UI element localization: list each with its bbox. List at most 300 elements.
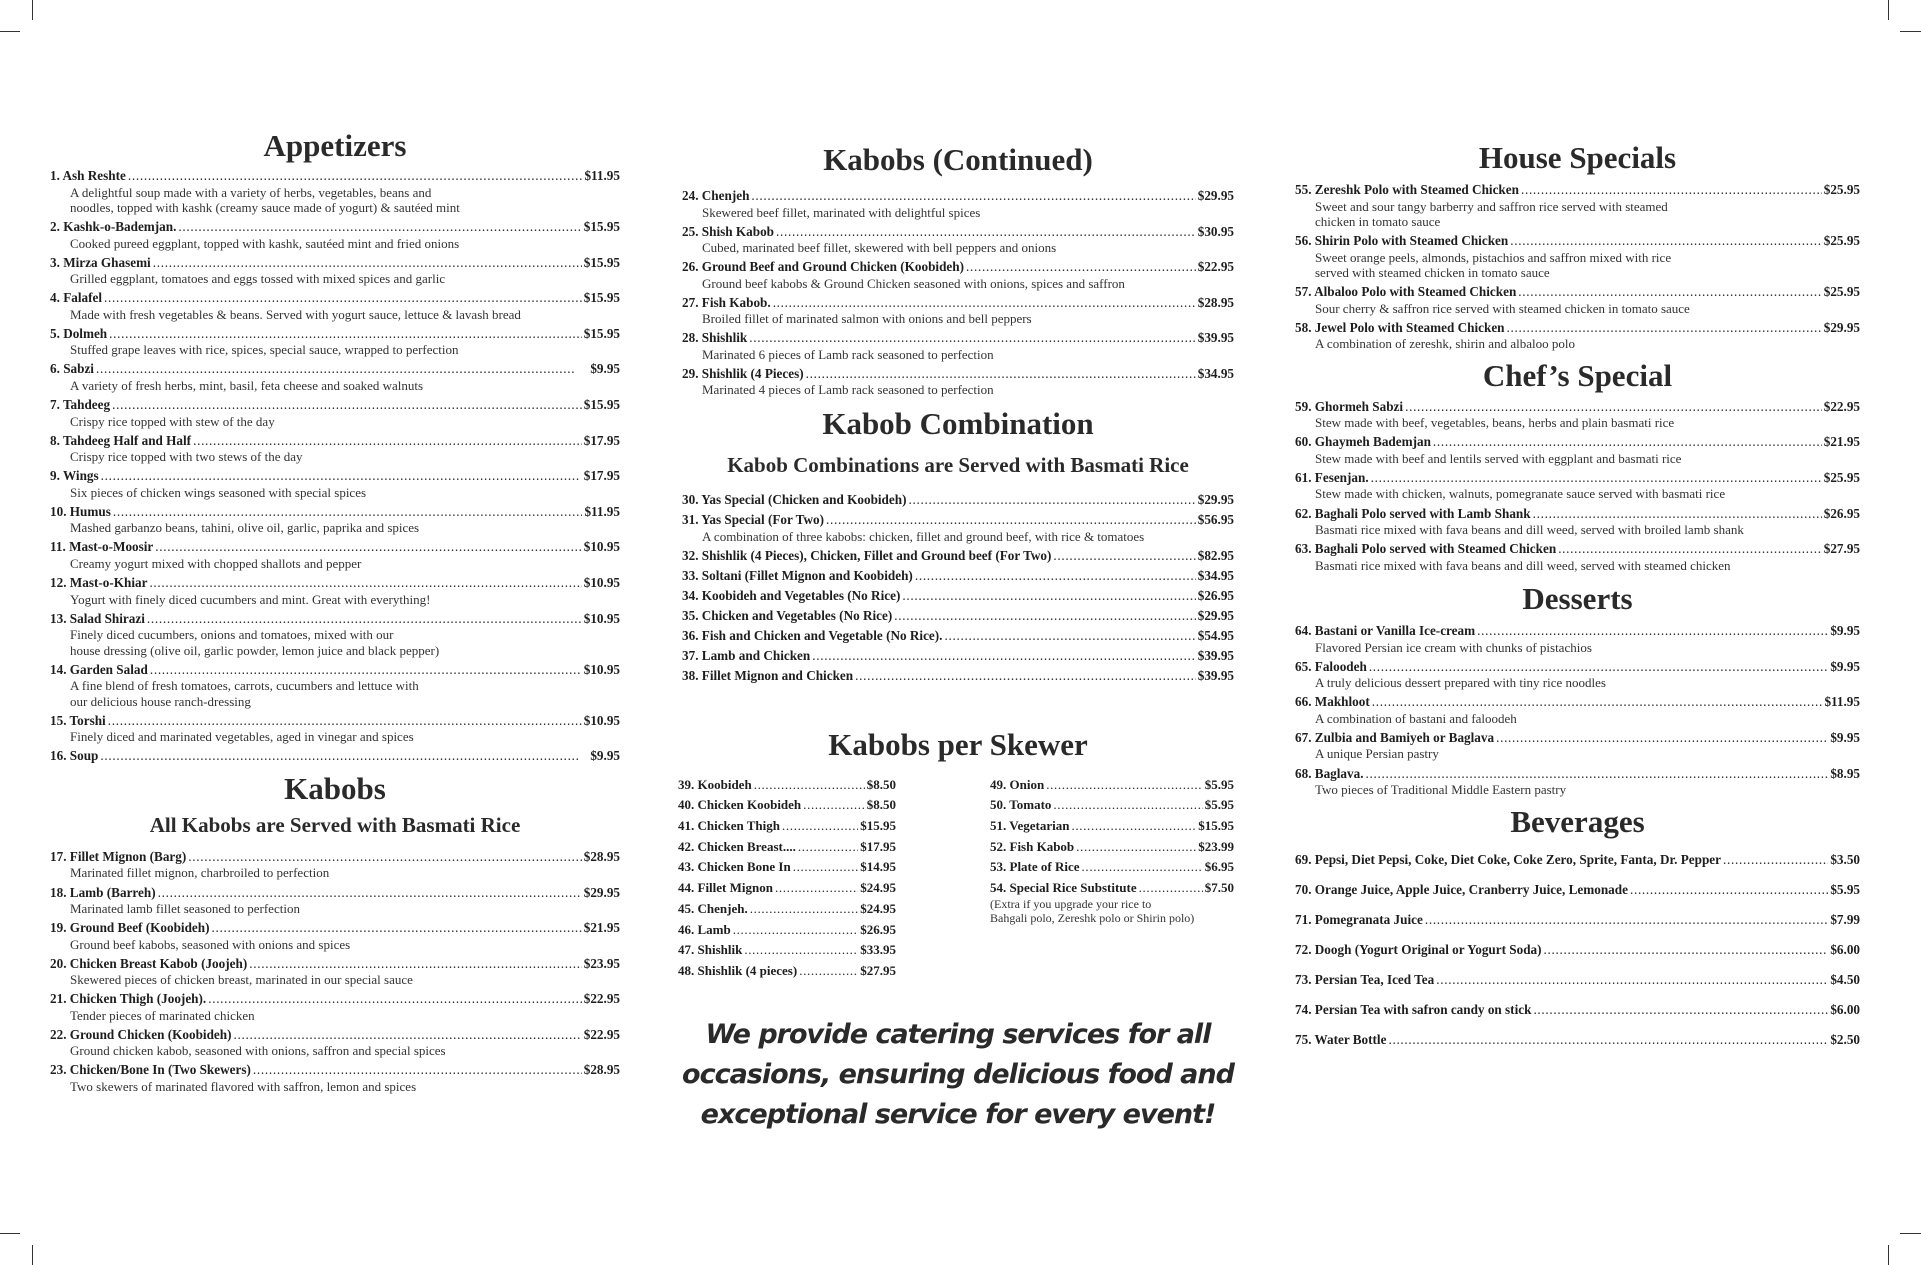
menu-item-price: $24.95 [860, 880, 896, 896]
kabobs-continued-list [682, 188, 1234, 398]
menu-item [50, 397, 620, 429]
menu-item-title: Shirin Polo with Steamed Chicken [1314, 233, 1509, 249]
menu-item-row [50, 713, 620, 730]
menu-item-number: 75. [1295, 1032, 1312, 1048]
menu-item-title: Fillet Mignon and Chicken [701, 668, 854, 684]
dot-leader [751, 188, 1195, 205]
dot-leader [826, 512, 1196, 529]
menu-item-title: Ghormeh Sabzi [1314, 398, 1404, 414]
menu-item-name [990, 839, 1074, 856]
menu-item-price: $22.95 [583, 1026, 620, 1042]
dot-leader [1076, 839, 1196, 856]
menu-item-row [50, 468, 620, 485]
skewer-section [678, 726, 1234, 984]
menu-item-title: Plate of Rice [1009, 859, 1080, 875]
menu-item [50, 468, 620, 500]
menu-item-name [50, 575, 147, 592]
menu-item-row [50, 504, 620, 521]
menu-item-number: 20. [50, 955, 67, 971]
menu-item-number: 18. [50, 884, 67, 900]
menu-item-price: $28.95 [1197, 294, 1234, 310]
menu-item-description: Ground chicken kabob, seasoned with onions, saffron and special spices [70, 1043, 446, 1059]
menu-item-number: 45. [678, 900, 695, 916]
menu-item-number: 53. [990, 859, 1007, 875]
dot-leader [1630, 882, 1828, 899]
menu-item-name [682, 330, 747, 347]
menu-item-row [50, 219, 620, 236]
menu-item [682, 568, 1234, 585]
menu-item-price: $23.99 [1198, 838, 1234, 854]
menu-item-description: Ground beef kabobs, seasoned with onions and spices [70, 936, 351, 952]
menu-item-price: $34.95 [1197, 567, 1234, 583]
dot-leader [782, 818, 858, 835]
menu-item [678, 942, 896, 959]
menu-item [682, 224, 1234, 256]
menu-item-row [678, 942, 896, 959]
menu-item-price: $34.95 [1197, 365, 1234, 381]
menu-item-number: 32. [682, 547, 699, 563]
menu-item-description: Flavored Persian ice cream with chunks of pistachios [1315, 639, 1592, 655]
menu-item-description: chicken in tomato sauce [1315, 214, 1441, 229]
menu-item [1295, 320, 1860, 352]
menu-item-row [678, 963, 896, 980]
menu-item-title: Shishlik (4 Pieces) [701, 365, 804, 381]
menu-item-price: $39.95 [1197, 330, 1234, 346]
menu-item-number: 37. [682, 648, 699, 664]
menu-item-description: Bahgali polo, Zereshk polo or Shirin polo) [990, 911, 1195, 926]
appetizers-section [50, 128, 620, 765]
menu-item-row [50, 397, 620, 414]
menu-item-name [990, 777, 1044, 794]
section-title-combination: Kabob Combination [822, 405, 1094, 441]
dot-leader [101, 468, 582, 485]
dot-leader [744, 942, 858, 959]
dot-leader [1533, 1002, 1828, 1019]
dot-leader [249, 956, 582, 973]
menu-item-name [682, 588, 900, 605]
menu-item-description: Basmati rice mixed with fava beans and dill weed, served with steamed chicken [1315, 557, 1731, 573]
menu-item-row [990, 797, 1234, 814]
menu-item-number: 31. [682, 512, 699, 528]
dot-leader [112, 397, 582, 414]
dot-leader [108, 713, 582, 730]
menu-item-title: Shishlik (4 Pieces), Chicken, Fillet and Ground beef (For Two) [701, 547, 1052, 563]
dot-leader [104, 290, 582, 307]
section-title-skewer: Kabobs per Skewer [828, 726, 1088, 762]
menu-item-number: 49. [990, 776, 1007, 792]
menu-item-price: $11.95 [1824, 694, 1860, 710]
menu-item-title: Tomato [1009, 797, 1052, 813]
menu-item-price: $17.95 [583, 432, 620, 448]
menu-item [50, 504, 620, 536]
menu-item-number: 28. [682, 330, 699, 346]
section-title-kabobs: Kabobs [284, 770, 386, 806]
menu-item-price: $15.95 [860, 818, 896, 834]
menu-item-number: 1. [50, 168, 60, 183]
menu-item-title: Ground Beef and Ground Chicken (Koobideh) [701, 259, 965, 275]
menu-item [1295, 1032, 1860, 1049]
dot-leader [149, 575, 581, 592]
menu-item [682, 330, 1234, 362]
menu-item-description: A truly delicious dessert prepared with tiny rice noodles [1315, 675, 1606, 691]
kabobs-continued-section [682, 142, 1234, 398]
menu-item-row [682, 668, 1234, 685]
dot-leader [113, 504, 583, 521]
menu-item-price: $30.95 [1197, 223, 1234, 239]
menu-item-price: $9.95 [1830, 658, 1860, 674]
menu-item-row [1295, 399, 1860, 416]
menu-item [990, 880, 1234, 926]
menu-item-row [682, 512, 1234, 529]
menu-item [50, 662, 620, 710]
menu-item-title: Tahdeeg Half and Half [62, 432, 192, 448]
catering-line-2: occasions, ensuring delicious food and [682, 1059, 1234, 1090]
crop-mark-tr-v [1888, 0, 1889, 20]
menu-item-row [1295, 434, 1860, 451]
menu-item [682, 588, 1234, 605]
dot-leader [1507, 320, 1822, 337]
menu-item-name [50, 433, 191, 450]
dot-leader [773, 295, 1196, 312]
menu-item-name [50, 849, 186, 866]
menu-item-row [682, 492, 1234, 509]
menu-item-title: Zereshk Polo with Steamed Chicken [1314, 182, 1519, 197]
menu-item-number: 14. [50, 661, 67, 677]
catering-banner [668, 1015, 1248, 1135]
menu-item-name [50, 1027, 232, 1044]
menu-item-number: 51. [990, 818, 1007, 834]
menu-item [678, 901, 896, 918]
menu-item-title: Faloodeh [1314, 658, 1367, 674]
dot-leader [733, 922, 859, 939]
menu-item-price: $17.95 [583, 468, 620, 484]
menu-item-description: Tender pieces of marinated chicken [70, 1007, 255, 1023]
menu-item [50, 611, 620, 659]
menu-item-number: 44. [678, 880, 695, 896]
menu-item-title: Chicken Koobideh [697, 797, 802, 813]
menu-item-number: 48. [678, 962, 695, 978]
menu-item-name [1295, 659, 1367, 676]
menu-item [682, 668, 1234, 685]
menu-item-number: 70. [1295, 881, 1312, 897]
menu-item [50, 1062, 620, 1094]
dot-leader [812, 648, 1195, 665]
dot-leader [855, 668, 1196, 685]
menu-item-description: house dressing (olive oil, garlic powder, lemon juice and black pepper) [70, 642, 440, 658]
menu-item [50, 991, 620, 1023]
catering-line-1: We provide catering services for all [705, 1019, 1211, 1050]
menu-item-name [1295, 730, 1494, 747]
menu-item [678, 839, 896, 856]
menu-item-row [50, 1062, 620, 1079]
dot-leader [1071, 818, 1196, 835]
appetizers-list [50, 168, 620, 765]
dot-leader [100, 748, 588, 765]
combination-list [682, 492, 1234, 685]
menu-item-number: 65. [1295, 658, 1312, 674]
menu-item-price: $39.95 [1197, 648, 1234, 664]
menu-item-name [1295, 541, 1556, 558]
menu-item-number: 35. [682, 607, 699, 623]
menu-item-description: Cubed, marinated beef fillet, skewered with bell peppers and onions [702, 240, 1057, 256]
menu-item [50, 255, 620, 287]
dot-leader [799, 963, 858, 980]
menu-item-name [50, 920, 210, 937]
menu-item [50, 219, 620, 251]
menu-item-title: Chicken Breast.... [697, 838, 796, 854]
menu-item-title: Salad Shirazi [69, 610, 145, 626]
menu-item-row [990, 839, 1234, 856]
menu-item-price: $29.95 [1197, 188, 1234, 203]
menu-item-price: $23.95 [583, 955, 620, 971]
menu-item-row [682, 188, 1234, 205]
dot-leader [775, 880, 858, 897]
menu-item-name [1295, 284, 1516, 301]
menu-item-number: 64. [1295, 623, 1312, 639]
menu-item-name [990, 797, 1051, 814]
menu-item-number: 38. [682, 668, 699, 684]
dot-leader [153, 255, 582, 272]
menu-item-row [682, 588, 1234, 605]
dot-leader [1046, 777, 1203, 794]
menu-item-title: Ground Chicken (Koobideh) [69, 1026, 232, 1042]
beverages-list [1295, 852, 1860, 1049]
menu-item-title: Chicken/Bone In (Two Skewers) [69, 1062, 251, 1078]
menu-item-title: Mast-o-Khiar [69, 575, 148, 591]
menu-item-title: Fesenjan. [1314, 469, 1369, 485]
menu-item-description: Crispy rice topped with stew of the day [70, 413, 275, 429]
menu-item-number: 29. [682, 365, 699, 381]
menu-item-description: Stew made with chicken, walnuts, pomegranate sauce served with basmati rice [1315, 486, 1726, 502]
menu-item-name [1295, 852, 1721, 869]
menu-item-number: 3. [50, 254, 60, 270]
menu-item-title: Ghaymeh Bademjan [1314, 434, 1431, 450]
menu-item-title: Garden Salad [69, 661, 148, 677]
menu-item-name [50, 611, 145, 628]
dot-leader [1433, 434, 1822, 451]
menu-item-row [1295, 506, 1860, 523]
menu-item-name [50, 748, 98, 765]
menu-item-price: $10.95 [583, 712, 620, 728]
menu-item-row [682, 628, 1234, 645]
menu-item [682, 548, 1234, 565]
dot-leader [749, 330, 1195, 347]
dot-leader [1521, 182, 1822, 199]
dot-leader [1436, 972, 1828, 989]
menu-item-description: Marinated lamb fillet seasoned to perfection [70, 901, 300, 916]
menu-item-description: Sour cherry & saffron rice served with steamed chicken in tomato sauce [1315, 300, 1690, 316]
menu-item-row [1295, 942, 1860, 959]
menu-item-description: Creamy yogurt mixed with chopped shallots and pepper [70, 555, 362, 571]
desserts-section [1295, 581, 1860, 797]
menu-item-description: Stew made with beef and lentils served with eggplant and basmati rice [1315, 450, 1682, 466]
menu-item [50, 290, 620, 322]
kabobs-section [50, 771, 620, 1095]
menu-item-row [682, 548, 1234, 565]
menu-item-title: Falafel [63, 290, 103, 306]
dot-leader [803, 797, 865, 814]
section-subtitle-combination: Kabob Combinations are Served with Basmati Rice [727, 452, 1189, 477]
menu-item [682, 366, 1234, 398]
menu-item-number: 62. [1295, 505, 1312, 521]
menu-item [678, 818, 896, 835]
menu-item-row [1295, 852, 1860, 869]
menu-item-title: Chicken Thigh (Joojeh). [69, 991, 207, 1007]
menu-item-name [682, 548, 1051, 565]
menu-item-row [1295, 730, 1860, 747]
menu-item [50, 748, 620, 765]
menu-item-name [1295, 1032, 1386, 1049]
menu-item-price: $7.99 [1830, 911, 1860, 927]
menu-item-row [50, 991, 620, 1008]
chefs-special-section [1295, 358, 1860, 573]
dot-leader [150, 662, 582, 679]
menu-item-price: $9.95 [1830, 729, 1860, 745]
menu-item-row [678, 880, 896, 897]
menu-item-name [1295, 320, 1505, 337]
menu-item-description: Broiled fillet of marinated salmon with onions and bell peppers [702, 311, 1032, 327]
menu-item-name [50, 255, 151, 272]
dot-leader [234, 1027, 582, 1044]
menu-item-row [50, 539, 620, 556]
menu-item-name [1295, 470, 1369, 487]
desserts-list [1295, 623, 1860, 797]
menu-item-number: 74. [1295, 1002, 1312, 1017]
menu-item [50, 168, 620, 216]
menu-item-description: served with steamed chicken in tomato sauce [1315, 265, 1550, 281]
menu-item-name [50, 361, 94, 378]
menu-item-number: 69. [1295, 851, 1312, 867]
dot-leader [1366, 766, 1829, 783]
section-title-beverages: Beverages [1510, 803, 1645, 839]
menu-item-name [50, 885, 156, 902]
menu-item-price: $8.50 [866, 797, 896, 813]
menu-item-name [50, 219, 176, 236]
menu-item [1295, 694, 1860, 726]
menu-item-name [50, 290, 102, 307]
menu-item [50, 849, 620, 881]
menu-item-title: Chicken Bone In [697, 859, 791, 875]
menu-item-name [678, 922, 731, 939]
house-specials-section [1295, 140, 1860, 352]
menu-item-name [1295, 882, 1628, 899]
menu-item-name [682, 295, 771, 312]
menu-item-row [1295, 541, 1860, 558]
menu-item-description: Finely diced cucumbers, onions and tomatoes, mixed with our [70, 627, 394, 643]
menu-item-name [682, 668, 853, 685]
menu-item-number: 47. [678, 942, 695, 958]
menu-item-number: 6. [50, 361, 60, 377]
menu-item-title: Shishlik (4 pieces) [697, 962, 798, 978]
menu-item-title: Lamb and Chicken [701, 648, 811, 664]
menu-item-price: $25.95 [1823, 182, 1860, 197]
menu-item-number: 16. [50, 748, 67, 764]
menu-item-price: $11.95 [584, 503, 620, 519]
dot-leader [1053, 548, 1195, 565]
menu-item [678, 922, 896, 939]
menu-item-description: Grilled eggplant, tomatoes and eggs tossed with mixed spices and garlic [70, 271, 446, 287]
menu-item-title: Albaloo Polo with Steamed Chicken [1314, 284, 1517, 300]
menu-item-row [990, 818, 1234, 835]
menu-item-number: 26. [682, 259, 699, 275]
menu-item-number: 23. [50, 1062, 67, 1078]
menu-item [1295, 852, 1860, 869]
menu-item-price: $24.95 [860, 900, 896, 916]
menu-item-description: Made with fresh vegetables & beans. Served with yogurt sauce, lettuce & lavash bread [70, 306, 521, 322]
menu-item-price: $15.95 [583, 254, 620, 270]
menu-item-name [678, 859, 791, 876]
section-title-kabobs-continued: Kabobs (Continued) [823, 142, 1093, 177]
menu-item-name [682, 224, 774, 241]
menu-item-description: Cooked pureed eggplant, topped with kashk, sautéed mint and fried onions [70, 235, 460, 251]
catering-line-3: exceptional service for every event! [700, 1099, 1216, 1130]
dot-leader [798, 839, 858, 856]
menu-item-row [50, 611, 620, 628]
menu-item-row [678, 859, 896, 876]
menu-item-row [50, 255, 620, 272]
menu-item-name [50, 326, 107, 343]
menu-item [682, 188, 1234, 220]
menu-item-number: 43. [678, 859, 695, 875]
menu-item [50, 713, 620, 745]
menu-item-row [678, 818, 896, 835]
menu-item-price: $11.95 [584, 168, 620, 183]
menu-item-name [1295, 912, 1423, 929]
menu-item-description: Basmati rice mixed with fava beans and dill weed, served with broiled lamb shank [1315, 522, 1744, 538]
menu-item [682, 608, 1234, 625]
menu-item-row [50, 361, 620, 378]
menu-item-row [1295, 233, 1860, 250]
menu-item-description: Two pieces of Traditional Middle Eastern pastry [1315, 782, 1567, 798]
menu-item [1295, 182, 1860, 230]
dot-leader [109, 326, 582, 343]
menu-item-row [50, 168, 620, 185]
dot-leader [1082, 859, 1203, 876]
menu-item-price: $26.95 [860, 921, 896, 937]
menu-item-title: Pomegranata Juice [1314, 911, 1423, 927]
menu-item-name [678, 839, 796, 856]
menu-item-title: Chicken and Vegetables (No Rice) [701, 607, 893, 623]
dot-leader [776, 224, 1196, 241]
menu-item [1295, 399, 1860, 431]
kabobs-list [50, 849, 620, 1095]
dot-leader [793, 859, 859, 876]
menu-item-price: $15.95 [583, 325, 620, 341]
menu-item-price: $25.95 [1823, 469, 1860, 485]
menu-item-price: $29.95 [1823, 319, 1860, 335]
menu-item-number: 5. [50, 325, 60, 341]
dot-leader [944, 628, 1195, 645]
menu-item-price: $22.95 [1197, 259, 1234, 275]
menu-item [1295, 972, 1860, 989]
menu-item-price: $4.50 [1830, 971, 1860, 987]
menu-item-row [50, 748, 620, 765]
menu-item-row [678, 839, 896, 856]
menu-item-description: Two skewers of marinated flavored with saffron, lemon and spices [70, 1078, 417, 1094]
menu-item [682, 648, 1234, 665]
menu-item-number: 22. [50, 1026, 67, 1042]
dot-leader [1369, 659, 1829, 676]
menu-item-row [682, 648, 1234, 665]
menu-item-title: Mirza Ghasemi [63, 254, 151, 270]
menu-item-number: 9. [50, 468, 60, 484]
menu-item-row [50, 290, 620, 307]
menu-item [1295, 284, 1860, 316]
menu-item [1295, 506, 1860, 538]
menu-item-number: 36. [682, 628, 699, 644]
menu-item-title: Jewel Polo with Steamed Chicken [1314, 319, 1505, 335]
menu-item-description: A fine blend of fresh tomatoes, carrots, cucumbers and lettuce with [70, 678, 419, 694]
